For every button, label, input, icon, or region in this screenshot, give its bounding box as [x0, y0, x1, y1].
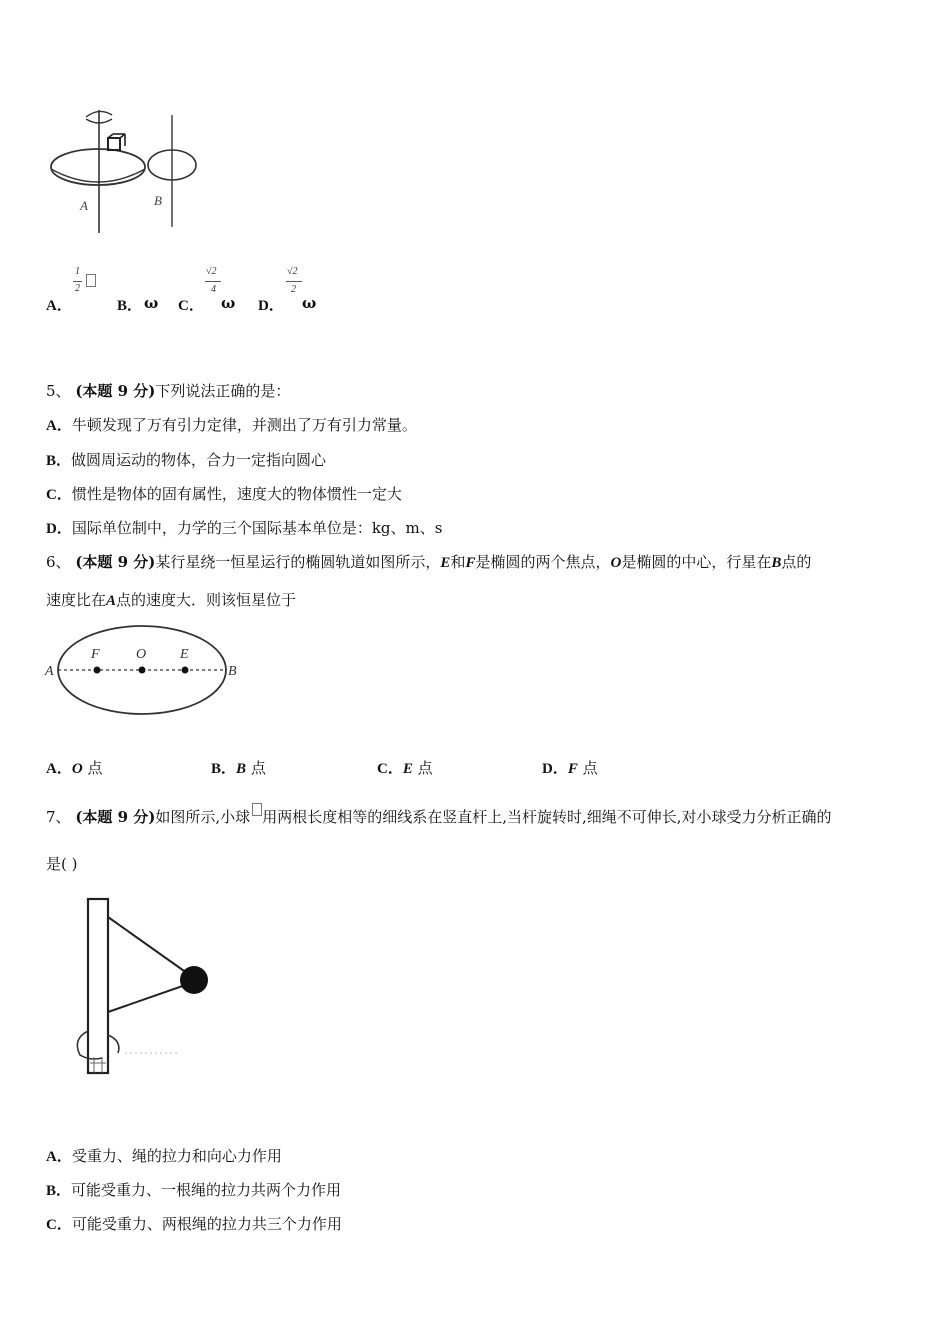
q6-fig-label-a: A	[45, 664, 54, 679]
q4-option-a-den: 2	[75, 283, 80, 294]
q7-missing-glyph	[252, 803, 262, 816]
q4-option-a-num: 1	[75, 266, 80, 277]
q4-option-c-omega: ω	[221, 294, 236, 312]
q5-stem-text: 下列说法正确的是：	[155, 382, 291, 400]
q4-option-d-den: 2	[291, 284, 296, 295]
q4-option-b-value: ω	[144, 294, 159, 312]
q6-option-b: B．B 点	[211, 759, 266, 777]
q7-option-b: B．可能受重力、一根绳的拉力共两个力作用	[46, 1181, 342, 1199]
q7-ball	[180, 966, 208, 994]
q6-stem-line-2: 速度比在A点的速度大．则该恒星位于	[46, 591, 297, 609]
q5-stem	[46, 380, 290, 401]
q6-focus-e	[182, 667, 189, 674]
q5-option-b: B．做圆周运动的物体，合力一定指向圆心	[46, 451, 327, 469]
q4-disc-figure	[46, 105, 236, 240]
q6-option-a: A．O 点	[46, 759, 103, 777]
q7-number: 7、	[46, 808, 71, 826]
q4-option-c-num: √2	[206, 266, 217, 277]
q4-option-d-label: D．	[258, 298, 284, 314]
q7-stem-line-2: 是( )	[46, 855, 78, 873]
q6-number: 6、	[46, 553, 71, 571]
q5-number: 5、	[46, 382, 71, 400]
q4-option-a-missing-glyph	[86, 274, 96, 287]
q6-option-d: D．F 点	[542, 759, 598, 777]
q7-option-c: C．可能受重力、两根绳的拉力共三个力作用	[46, 1215, 342, 1233]
q6-option-c: C．E 点	[377, 759, 433, 777]
q5-option-d: D．国际单位制中，力学的三个国际基本单位是：kg、m、s	[46, 519, 443, 537]
q6-fig-label-e: E	[180, 647, 189, 662]
q4-label-a: A	[80, 198, 88, 213]
q4-option-d-num: √2	[287, 266, 298, 277]
q6-ellipse-figure	[44, 625, 244, 720]
q6-tag: (本题 9 分)	[75, 553, 156, 571]
q5-tag: (本题 9 分)	[75, 382, 156, 400]
q4-option-d-omega: ω	[302, 294, 317, 312]
q7-tag: (本题 9 分)	[75, 808, 156, 826]
q6-stem-line-1: 6、 (本题 9 分)某行星绕一恒星运行的椭圆轨道如图所示，E和F是椭圆的两个焦点，O是椭圆的中心，行星在B点的	[46, 553, 812, 571]
q7-option-a: A．受重力、绳的拉力和向心力作用	[46, 1147, 282, 1165]
q6-fig-label-o: O	[136, 647, 147, 662]
q4-option-a-label: A．	[46, 298, 72, 314]
q6-fig-label-f: F	[91, 647, 100, 662]
q6-center-o	[139, 667, 146, 674]
q4-option-c-label: C．	[178, 298, 204, 314]
q6-fig-label-b: B	[228, 664, 237, 679]
q7-stem-line-1: 7、 (本题 9 分)如图所示,小球 用两根长度相等的细线系在竖直杆上,当杆旋转时,细绳不可伸长,对小球受力分析正确的	[46, 803, 832, 827]
q5-option-a: A．牛顿发现了万有引力定律，并测出了万有引力常量。	[46, 416, 417, 434]
q4-option-b-label: B．	[117, 298, 143, 314]
q6-focus-f	[94, 667, 101, 674]
q4-label-b: B	[154, 193, 162, 208]
q7-rod-ball-figure	[70, 895, 220, 1080]
q4-option-c-den: 4	[211, 284, 216, 295]
q5-option-c: C．惯性是物体的固有属性，速度大的物体惯性一定大	[46, 485, 402, 503]
